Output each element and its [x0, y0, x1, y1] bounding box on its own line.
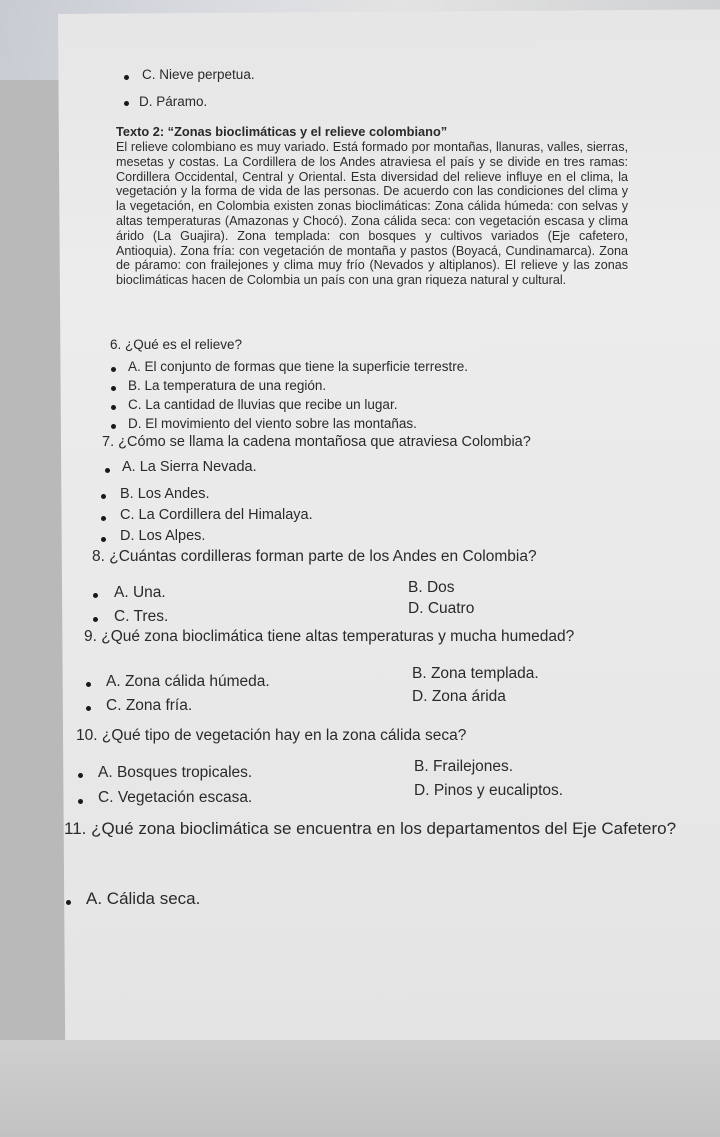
bullet: [124, 75, 129, 80]
bullet: [111, 405, 116, 410]
bullet: [86, 682, 91, 687]
q7-option-c: C. La Cordillera del Himalaya.: [120, 507, 313, 523]
q6-option-a: A. El conjunto de formas que tiene la superficie terrestre.: [128, 359, 468, 374]
option-d: D. Páramo.: [139, 94, 208, 109]
bullet: [111, 367, 116, 372]
q10-option-d: D. Pinos y eucaliptos.: [414, 782, 564, 799]
q9-option-c: C. Zona fría.: [106, 697, 193, 714]
bullet: [101, 537, 106, 542]
q10-option-a: A. Bosques tropicales.: [98, 764, 253, 781]
question-6: 6. ¿Qué es el relieve?: [110, 337, 243, 352]
reading-title: Texto 2: “Zonas bioclimáticas y el relieve colombiano”: [116, 124, 448, 139]
bullet: [111, 424, 116, 429]
q9-option-a: A. Zona cálida húmeda.: [106, 673, 270, 690]
bullet: [78, 773, 83, 778]
q7-option-d: D. Los Alpes.: [120, 528, 206, 544]
q7-option-a: A. La Sierra Nevada.: [122, 459, 257, 475]
q8-option-c: C. Tres.: [114, 608, 169, 625]
reading-body: El relieve colombiano es muy variado. Está formado por montañas, llanuras, valles, sierras, mesetas y costas. La Cordillera de los Andes atraviesa el país y se divide en tres ramas: Cordillera Occidental, Central y Oriental. Esta diversidad del relieve influye en el clima, la vegetación y la forma de vida de las personas. De acuerdo con las condiciones del clima y la vegetación, en Colombia existen zonas bioclimáticas: Zona cálida húmeda: con selvas y altas temperaturas (Amazonas y Chocó). Zona cálida seca: con vegetación escasa y clima árido (La Guajira). Zona templada: con bosques y cultivos variados (Eje cafetero, Antioquia). Zona fría: con vegetación de montaña y pastos (Boyacá, Cundinamarca). Zona de páramo: con frailejones y clima muy frío (Nevados y altiplanos). El relieve y las zonas bioclimáticas hacen de Colombia un país con una gran riqueza natural y cultural.: [116, 140, 628, 288]
question-8: 8. ¿Cuántas cordilleras forman parte de los Andes en Colombia?: [92, 548, 537, 565]
q6-option-d: D. El movimiento del viento sobre las montañas.: [128, 416, 417, 431]
q6-option-c: C. La cantidad de lluvias que recibe un lugar.: [128, 397, 398, 412]
question-7: 7. ¿Cómo se llama la cadena montañosa que atraviesa Colombia?: [102, 434, 531, 450]
bullet: [101, 494, 106, 499]
option-c: C. Nieve perpetua.: [142, 67, 255, 82]
q10-option-c: C. Vegetación escasa.: [98, 789, 253, 806]
q8-option-d: D. Cuatro: [408, 600, 475, 617]
q8-option-a: A. Una.: [114, 584, 166, 601]
question-11: 11. ¿Qué zona bioclimática se encuentra en los departamentos del Eje Cafetero?: [64, 819, 677, 838]
q8-option-b: B. Dos: [408, 579, 455, 596]
bullet: [86, 706, 91, 711]
bullet: [105, 468, 110, 473]
question-10: 10. ¿Qué tipo de vegetación hay en la zona cálida seca?: [76, 727, 467, 744]
bullet: [124, 101, 129, 106]
q9-option-d: D. Zona árida: [412, 688, 506, 705]
bullet: [78, 799, 83, 804]
q6-option-b: B. La temperatura de una región.: [128, 378, 327, 393]
bullet: [93, 593, 98, 598]
bullet: [93, 617, 98, 622]
q10-option-b: B. Frailejones.: [414, 758, 514, 775]
bullet: [66, 900, 71, 905]
question-9: 9. ¿Qué zona bioclimática tiene altas temperaturas y mucha humedad?: [84, 628, 575, 645]
bullet: [111, 386, 116, 391]
q11-option-a: A. Cálida seca.: [86, 889, 201, 908]
q9-option-b: B. Zona templada.: [412, 665, 539, 682]
q7-option-b: B. Los Andes.: [120, 486, 210, 502]
bullet: [101, 516, 106, 521]
